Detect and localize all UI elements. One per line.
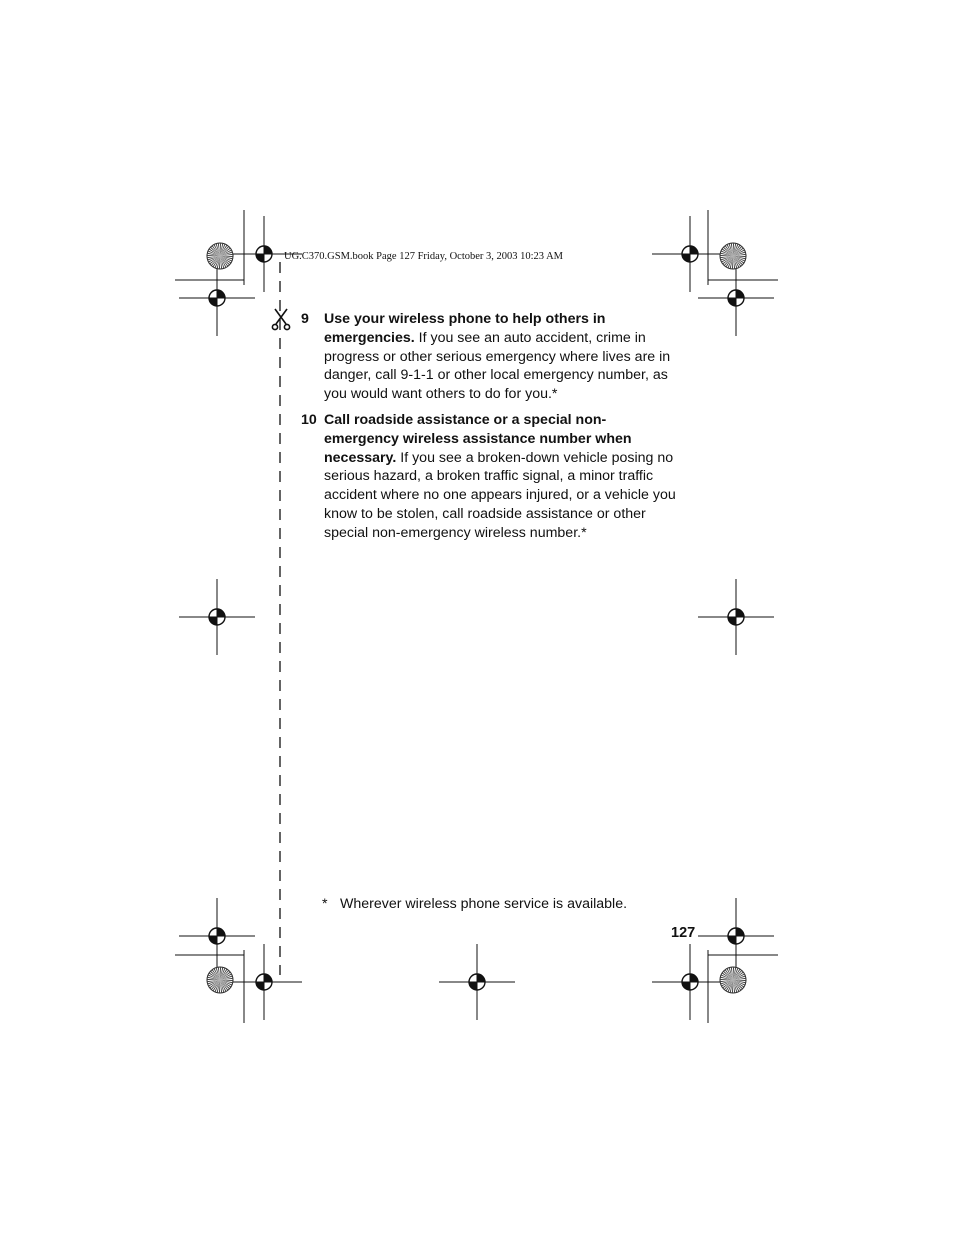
registration-mark-icon [698, 260, 774, 336]
footnote-marker: * [322, 896, 328, 912]
starburst-target-icon [207, 243, 233, 269]
page-number: 127 [671, 925, 696, 941]
registration-mark-icon [698, 898, 774, 974]
item-lead: Call roadside assistance or a special non-emergency wireless assistance number when necessary. [324, 412, 632, 466]
item-number: 9 [301, 311, 309, 327]
footnote [322, 896, 627, 912]
item-number: 10 [301, 412, 317, 428]
file-slug-header: UG.C370.GSM.book Page 127 Friday, October 3, 2003 10:23 AM [284, 251, 564, 262]
starburst-target-icon [720, 243, 746, 269]
footnote-text: Wherever wireless phone service is available. [340, 896, 628, 912]
item-body [324, 411, 681, 543]
scissors-icon [271, 307, 291, 331]
item-body [324, 310, 681, 404]
safety-tip-10 [301, 411, 681, 543]
item-text: If you see a broken-down vehicle posing no serious hazard, a broken traffic signal, a minor traffic accident where no one appears injured, or a vehicle you know to be stolen, call roadside assistance or other special non-emergency wireless number.* [324, 449, 676, 541]
registration-mark-icon [179, 579, 255, 655]
registration-mark-icon [439, 944, 515, 1020]
registration-mark-icon [698, 579, 774, 655]
registration-mark-icon [652, 216, 728, 292]
starburst-target-icon [720, 967, 746, 993]
item-text: If you see an auto accident, crime in progress or other serious emergency where lives are in danger, call 9-1-1 or other local emergency number, as you would want others to do for you.* [324, 329, 671, 403]
item-lead: Use your wireless phone to help others in emergencies. [324, 311, 606, 346]
starburst-target-icon [207, 967, 233, 993]
safety-tip-9 [301, 310, 681, 404]
